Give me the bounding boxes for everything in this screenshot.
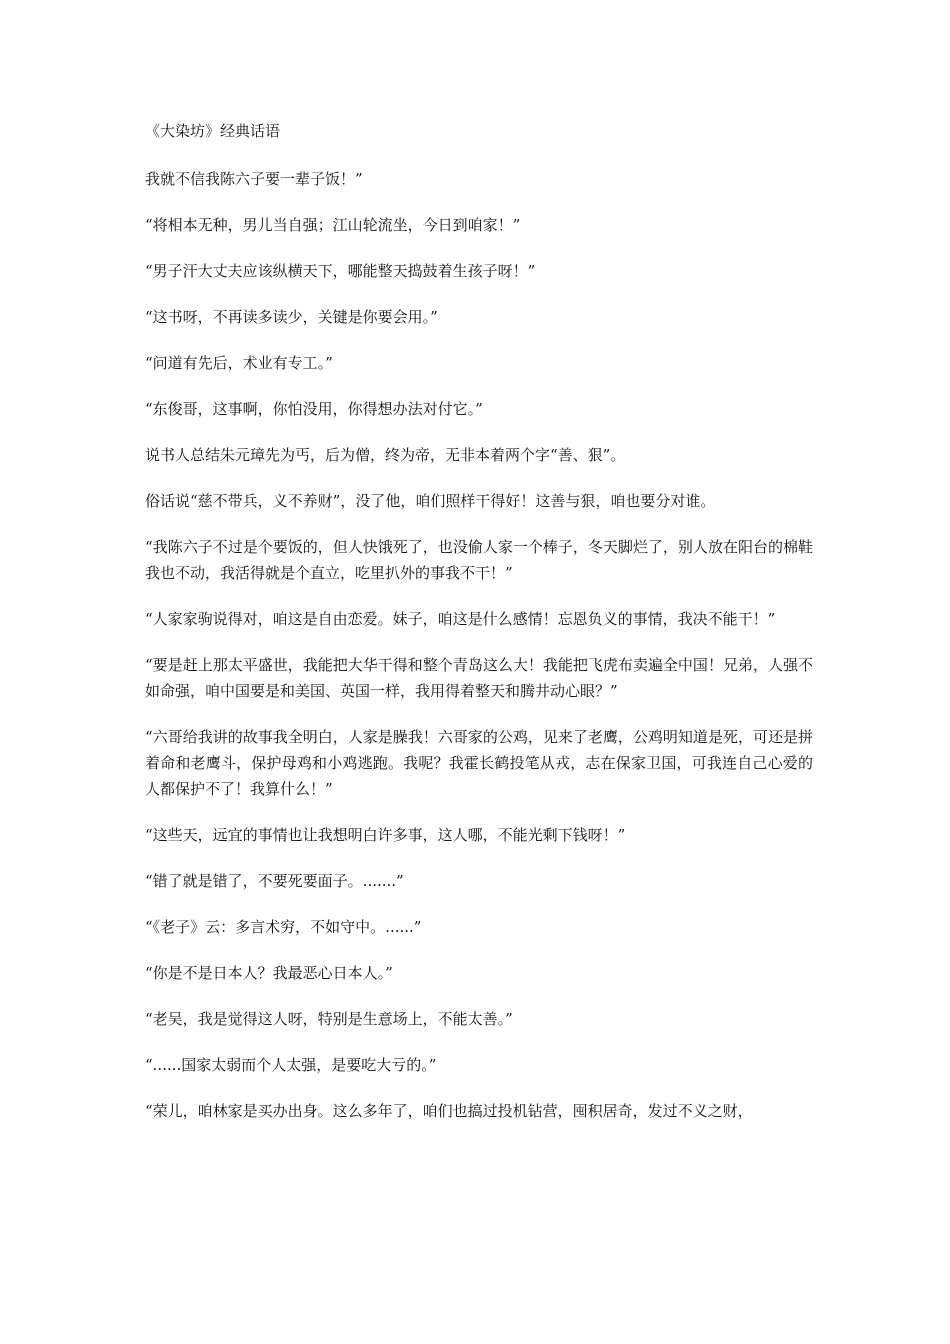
paragraph: “我陈六子不过是个要饭的，但人快饿死了，也没偷人家一个棒子，冬天脚烂了，别人放在阳台的棉鞋我也不动，我活得就是个直立，吃里扒外的事我不干！” (145, 538, 813, 582)
paragraph: “荣儿，咱林家是买办出身。这么多年了，咱们也搞过投机钻营，囤积居奇，发过不义之财， (145, 1102, 753, 1120)
paragraph: “你是不是日本人？我最恶心日本人。” (145, 964, 393, 982)
document-title: 《大染坊》经典话语 (145, 122, 281, 140)
paragraph: “这书呀，不再读多读少，关键是你要会用。” (145, 308, 438, 326)
paragraph: 我就不信我陈六子要一辈子饭！” (145, 170, 363, 188)
paragraph: “要是赶上那太平盛世，我能把大华干得和整个青岛这么大！我能把飞虎布卖遍全中国！兄弟，人强不如命强，咱中国要是和美国、英国一样，我用得着整天和腾井动心眼？” (145, 656, 813, 700)
paragraph: “男子汗大丈夫应该纵横天下，哪能整天捣鼓着生孩子呀！” (145, 262, 536, 280)
paragraph: “......国家太弱而个人太强，是要吃大亏的。” (145, 1056, 437, 1074)
paragraph: “这些天，远宜的事情也让我想明白许多事，这人哪，不能光剩下钱呀！” (145, 826, 626, 844)
paragraph: “错了就是错了，不要死要面子。.......” (145, 872, 404, 890)
document-body (145, 118, 813, 1124)
paragraph: “《老子》云：多言术穷，不如守中。......” (145, 918, 422, 936)
paragraph: “东俊哥，这事啊，你怕没用，你得想办法对付它。” (145, 400, 483, 418)
paragraph: “老吴，我是觉得这人呀，特别是生意场上，不能太善。” (145, 1010, 513, 1028)
paragraph: “人家家驹说得对，咱这是自由恋爱。妹子，咱这是什么感情！忘恩负义的事情，我决不能干！” (145, 610, 776, 628)
paragraph: 说书人总结朱元璋先为丐，后为僧，终为帝，无非本着两个字“善、狠”。 (145, 446, 626, 464)
paragraph: 俗话说“慈不带兵，义不养财”，没了他，咱们照样干得好！这善与狠，咱也要分对谁。 (145, 492, 716, 510)
paragraph: “问道有先后，术业有专工。” (145, 354, 333, 372)
paragraph: “将相本无种，男儿当自强；江山轮流坐，今日到咱家！” (145, 216, 521, 234)
paragraph: “六哥给我讲的故事我全明白，人家是臊我！六哥家的公鸡，见来了老鹰，公鸡明知道是死，可还是拼着命和老鹰斗，保护母鸡和小鸡逃跑。我呢？我霍长鹤投笔从戎，志在保家卫国，可我连自己心爱的人都保护不了！我算什么！” (145, 728, 813, 798)
